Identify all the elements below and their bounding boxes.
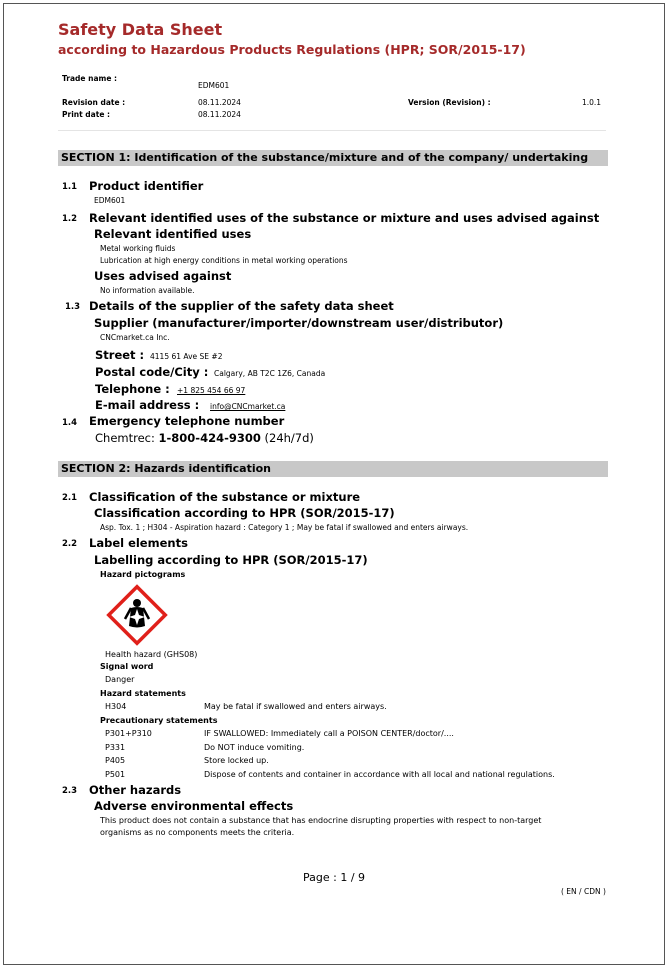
postal-value: Calgary, AB T2C 1Z6, Canada	[214, 369, 326, 378]
s2-3-title: Other hazards	[89, 783, 182, 797]
s2-2-number: 2.2	[62, 539, 78, 549]
document-title: Safety Data Sheet	[58, 20, 223, 39]
language-code: ( EN / CDN )	[561, 887, 606, 896]
hazard-pictograms-title: Hazard pictograms	[100, 570, 186, 579]
uses-advised-against-value: No information available.	[100, 286, 195, 295]
identified-use-item: Metal working fluids	[100, 244, 176, 253]
precaution-text: Store locked up.	[204, 756, 269, 765]
hazard-statements-title: Hazard statements	[100, 689, 186, 698]
precaution-code: P405	[105, 756, 126, 765]
revision-date-value: 08.11.2024	[198, 98, 241, 107]
emergency-phone	[95, 431, 314, 445]
s1-2-number: 1.2	[62, 214, 78, 224]
print-date-value: 08.11.2024	[198, 110, 241, 119]
s1-2-title: Relevant identified uses of the substance or mixture and uses advised against	[89, 211, 600, 225]
trade-name-label: Trade name :	[62, 74, 118, 83]
hazard-code: H304	[105, 702, 127, 711]
s1-4-title: Emergency telephone number	[89, 414, 285, 428]
signal-word-value: Danger	[105, 675, 135, 684]
emergency-number: 1-800-424-9300	[158, 431, 261, 445]
s2-1-number: 2.1	[62, 493, 78, 503]
s2-3-number: 2.3	[62, 786, 78, 796]
email-link[interactable]: info@CNCmarket.ca	[210, 402, 286, 411]
street-value: 4115 61 Ave SE #2	[150, 352, 223, 361]
precautionary-statements-title: Precautionary statements	[100, 716, 218, 725]
s1-1-number: 1.1	[62, 182, 78, 192]
meta-divider	[58, 130, 606, 131]
s1-3-title: Details of the supplier of the safety data sheet	[89, 299, 394, 313]
identified-uses-title: Relevant identified uses	[94, 227, 252, 241]
signal-word-title: Signal word	[100, 662, 154, 671]
street-label: Street :	[95, 348, 145, 362]
supplier-name: CNCmarket.ca Inc.	[100, 333, 170, 342]
revision-date-label: Revision date :	[62, 98, 126, 107]
version-value: 1.0.1	[582, 98, 602, 107]
s2-1-title: Classification of the substance or mixture	[89, 490, 361, 504]
hazard-text: May be fatal if swallowed and enters airways.	[204, 702, 387, 711]
product-identifier-value: EDM601	[94, 196, 126, 205]
section2-header: SECTION 2: Hazards identification	[58, 461, 608, 477]
precaution-text: Do NOT induce vomiting.	[204, 743, 305, 752]
identified-use-item: Lubrication at high energy conditions in metal working operations	[100, 256, 348, 265]
precaution-text: IF SWALLOWED: Immediately call a POISON CENTER/doctor/....	[204, 729, 454, 738]
pictogram-caption: Health hazard (GHS08)	[105, 650, 198, 659]
precaution-code: P501	[105, 770, 126, 779]
adverse-effects-text: This product does not contain a substance that has endocrine disrupting properties with respect to non-target	[100, 816, 542, 825]
uses-advised-against-title: Uses advised against	[94, 269, 232, 283]
precaution-code: P301+P310	[105, 729, 152, 738]
supplier-title: Supplier (manufacturer/importer/downstream user/distributor)	[94, 316, 504, 330]
emergency-prefix: Chemtrec:	[95, 431, 159, 445]
section1-header: SECTION 1: Identification of the substance/mixture and of the company/ undertaking	[58, 150, 608, 166]
classification-text: Asp. Tox. 1 ; H304 - Aspiration hazard : Category 1 ; May be fatal if swallowed and enters airways.	[100, 523, 469, 532]
print-date-label: Print date :	[62, 110, 111, 119]
adverse-effects-text: organisms as no components meets the criteria.	[100, 828, 295, 837]
document-subtitle: according to Hazardous Products Regulations (HPR; SOR/2015-17)	[58, 42, 526, 57]
s2-2-title: Label elements	[89, 536, 188, 550]
health-hazard-icon	[106, 584, 168, 646]
precaution-code: P331	[105, 743, 126, 752]
s1-3-number: 1.3	[65, 302, 81, 312]
version-label: Version (Revision) :	[408, 98, 491, 107]
trade-name-value: EDM601	[198, 81, 230, 90]
postal-label: Postal code/City :	[95, 365, 209, 379]
email-label: E-mail address :	[95, 398, 200, 412]
emergency-suffix: (24h/7d)	[260, 431, 314, 445]
labelling-subtitle: Labelling according to HPR (SOR/2015-17)	[94, 553, 368, 567]
s1-4-number: 1.4	[62, 418, 78, 428]
adverse-effects-subtitle: Adverse environmental effects	[94, 799, 294, 813]
page-number: Page : 1 / 9	[303, 871, 366, 884]
classification-subtitle: Classification according to HPR (SOR/2015-17)	[94, 506, 395, 520]
telephone-label: Telephone :	[95, 382, 170, 396]
telephone-link[interactable]: +1 825 454 66 97	[177, 386, 246, 395]
precaution-text: Dispose of contents and container in accordance with all local and national regulations.	[204, 770, 555, 779]
s1-1-title: Product identifier	[89, 179, 204, 193]
